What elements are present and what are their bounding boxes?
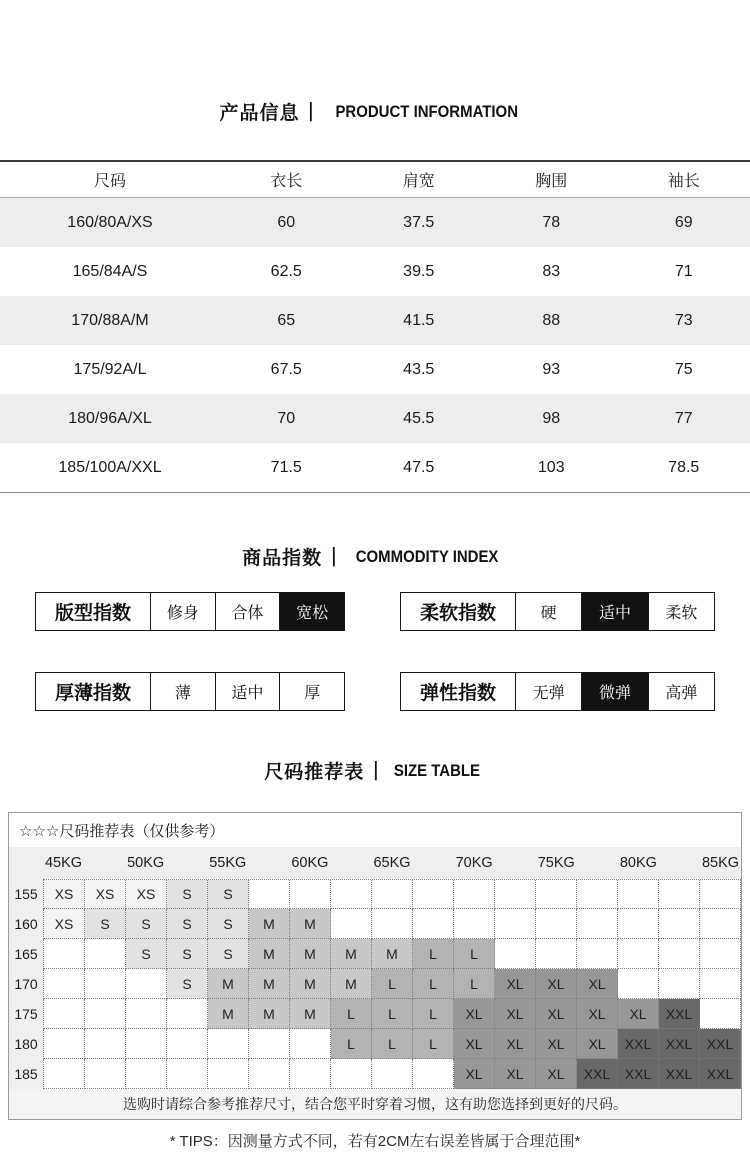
commodity-index-title-en: COMMODITY INDEX: [355, 546, 499, 566]
size-matrix: [9, 879, 741, 1089]
measurement-value-cell: 83: [542, 262, 561, 280]
index-option: 薄: [150, 673, 215, 710]
size-matrix-row: [9, 909, 741, 939]
index-option-selected: 宽松: [279, 593, 344, 630]
size-cell-empty: [290, 1059, 331, 1089]
measurement-value-cell: 60: [277, 213, 296, 231]
size-cell-l: L: [331, 999, 372, 1029]
measurement-row: [0, 394, 750, 443]
size-cell-empty: [85, 939, 126, 969]
measurement-row: [0, 198, 750, 247]
size-cell-m: M: [372, 939, 413, 969]
size-box-header-spacer: [9, 847, 43, 879]
measurement-col-header: 袖长: [667, 173, 700, 190]
weight-header-label: 85KG: [701, 855, 740, 871]
size-cell-empty: [372, 880, 413, 909]
measurement-row: [0, 443, 750, 492]
commodity-index-title: [0, 543, 750, 570]
measurement-value-cell: 78: [542, 213, 561, 231]
size-box-weight-header: [9, 847, 741, 879]
size-cell-empty: [167, 1029, 208, 1059]
size-cell-xl: XL: [536, 969, 577, 999]
size-cell-xl: XL: [454, 1029, 495, 1059]
measurement-value-cell: 41.5: [403, 311, 435, 329]
weight-header-label: 80KG: [619, 855, 657, 871]
index-option: 厚: [279, 673, 344, 710]
size-cell-empty: [167, 999, 208, 1029]
size-cell-m: M: [290, 969, 331, 999]
measurement-col-header: 衣长: [270, 173, 303, 190]
size-cell-xl: XL: [495, 1029, 536, 1059]
measurement-table: [0, 160, 750, 493]
measurement-value-cell: 73: [674, 311, 693, 329]
size-cell-xl: XL: [577, 999, 618, 1029]
product-info-title: [0, 98, 750, 125]
size-cell-empty: [44, 1059, 85, 1089]
measurement-value-cell: 78.5: [668, 458, 700, 476]
size-matrix-cells: [43, 969, 741, 999]
size-cell-xxl: XXL: [618, 1059, 659, 1089]
size-matrix-cells: [43, 1059, 741, 1089]
size-cell-xl: XL: [577, 969, 618, 999]
size-cell-m: M: [249, 939, 290, 969]
size-cell-s: S: [208, 909, 249, 939]
size-cell-m: M: [249, 909, 290, 939]
size-cell-empty: [249, 1029, 290, 1059]
size-cell-empty: [577, 909, 618, 939]
size-cell-l: L: [413, 969, 454, 999]
measurement-col-header: 尺码: [93, 173, 126, 190]
title-separator: |: [331, 545, 336, 567]
size-cell-empty: [85, 1059, 126, 1089]
commodity-index-title-cn: 商品指数: [242, 548, 323, 569]
size-cell-empty: [495, 939, 536, 969]
size-matrix-row: [9, 969, 741, 999]
size-cell-empty: [126, 1029, 167, 1059]
weight-header-gap: [413, 847, 454, 879]
size-cell-empty: [700, 880, 741, 909]
size-cell-empty: [167, 1059, 208, 1089]
index-option: 适中: [215, 673, 280, 710]
size-matrix-row: [9, 879, 741, 909]
size-cell-empty: [44, 939, 85, 969]
size-cell-xl: XL: [536, 1029, 577, 1059]
index-option: 柔软: [648, 593, 714, 630]
size-cell-l: L: [372, 1029, 413, 1059]
size-cell-empty: [536, 939, 577, 969]
size-cell-l: L: [372, 969, 413, 999]
size-cell-xxl: XXL: [659, 1029, 700, 1059]
size-cell-l: L: [454, 969, 495, 999]
weight-header-label: 70KG: [455, 855, 493, 871]
size-cell-m: M: [249, 999, 290, 1029]
index-option: 无弹: [515, 673, 581, 710]
index-box-label: 版型指数: [54, 603, 131, 624]
weight-header-label: 45KG: [44, 855, 83, 871]
size-cell-empty: [331, 880, 372, 909]
measurement-row: [0, 345, 750, 394]
measurement-value-cell: 98: [542, 409, 561, 427]
weight-header-label: 60KG: [291, 855, 329, 871]
size-cell-s: S: [167, 909, 208, 939]
size-cell-empty: [659, 880, 700, 909]
size-cell-empty: [618, 880, 659, 909]
measurement-value-cell: 93: [542, 360, 561, 378]
measurement-value-cell: 69: [674, 213, 693, 231]
size-table-title-en: SIZE TABLE: [393, 760, 480, 780]
size-cell-empty: [495, 909, 536, 939]
size-cell-empty: [700, 939, 741, 969]
measurement-col-header: 胸围: [535, 173, 568, 190]
size-cell-empty: [44, 1029, 85, 1059]
weight-header-gap: [659, 847, 700, 879]
size-cell-m: M: [290, 909, 331, 939]
size-recommendation-box: [8, 812, 742, 1120]
weight-header-label: 75KG: [537, 855, 575, 871]
size-cell-xl: XL: [454, 1059, 495, 1089]
size-cell-xl: XL: [495, 999, 536, 1029]
weight-header-gap: [84, 847, 125, 879]
index-option: 合体: [215, 593, 280, 630]
size-cell-xs: XS: [44, 909, 85, 939]
size-cell-empty: [85, 1029, 126, 1059]
size-cell-empty: [618, 909, 659, 939]
measurement-value-cell: 45.5: [403, 409, 435, 427]
size-matrix-row: [9, 999, 741, 1029]
size-matrix-row: [9, 1029, 741, 1059]
measurement-value-cell: 71.5: [270, 458, 302, 476]
size-cell-empty: [700, 999, 741, 1029]
index-box-label: 弹性指数: [419, 683, 496, 704]
height-row-label: 160: [9, 909, 43, 939]
size-cell-empty: [126, 1059, 167, 1089]
size-cell-empty: [413, 909, 454, 939]
size-cell-xs: XS: [126, 880, 167, 909]
size-cell-empty: [577, 880, 618, 909]
size-cell-m: M: [249, 969, 290, 999]
weight-header-gap: [495, 847, 536, 879]
height-row-label: 170: [9, 969, 43, 999]
weight-header-gap: [166, 847, 207, 879]
size-matrix-cells: [43, 999, 741, 1029]
measurement-table-header: [0, 162, 750, 198]
size-cell-l: L: [454, 939, 495, 969]
size-cell-empty: [208, 1059, 249, 1089]
size-cell-empty: [44, 969, 85, 999]
measurement-value-cell: 47.5: [403, 458, 435, 476]
measurement-value-cell: 71: [674, 262, 693, 280]
size-cell-s: S: [167, 969, 208, 999]
measurement-row: [0, 296, 750, 345]
size-matrix-cells: [43, 879, 741, 909]
weight-header-label: 55KG: [209, 855, 247, 871]
size-cell-empty: [618, 969, 659, 999]
size-matrix-cells: [43, 1029, 741, 1059]
size-cell-xs: XS: [44, 880, 85, 909]
size-code-cell: 170/88A/M: [71, 311, 149, 329]
size-cell-empty: [331, 1059, 372, 1089]
size-cell-xl: XL: [577, 1029, 618, 1059]
weight-header-gap: [577, 847, 618, 879]
size-cell-xxl: XXL: [659, 1059, 700, 1089]
index-option: 硬: [515, 593, 581, 630]
size-cell-l: L: [372, 999, 413, 1029]
measurement-value-cell: 43.5: [403, 360, 435, 378]
size-cell-xl: XL: [536, 999, 577, 1029]
height-row-label: 175: [9, 999, 43, 1029]
size-matrix-row: [9, 1059, 741, 1089]
size-cell-empty: [413, 880, 454, 909]
size-box-caption: ☆☆☆尺码推荐表（仅供参考）: [9, 813, 741, 847]
size-matrix-row: [9, 939, 741, 969]
size-code-cell: 175/92A/L: [73, 360, 147, 378]
title-separator: |: [309, 100, 314, 122]
index-option: 高弹: [648, 673, 714, 710]
weight-header-cells: [43, 847, 741, 879]
size-cell-s: S: [85, 909, 126, 939]
size-cell-empty: [208, 1029, 249, 1059]
size-cell-empty: [372, 909, 413, 939]
size-cell-xxl: XXL: [618, 1029, 659, 1059]
measurement-value-cell: 67.5: [270, 360, 302, 378]
height-row-label: 185: [9, 1059, 43, 1089]
weight-header-gap: [248, 847, 289, 879]
size-cell-l: L: [413, 999, 454, 1029]
measurement-value-cell: 62.5: [270, 262, 302, 280]
size-cell-s: S: [167, 939, 208, 969]
index-box: [35, 672, 345, 711]
tips-footer: * TIPS：因测量方式不同，若有2CM左右误差皆属于合理范围*: [169, 1133, 581, 1150]
size-cell-l: L: [413, 1029, 454, 1059]
size-cell-xl: XL: [618, 999, 659, 1029]
size-cell-empty: [44, 999, 85, 1029]
measurement-value-cell: 77: [674, 409, 693, 427]
size-cell-empty: [372, 1059, 413, 1089]
size-cell-xxl: XXL: [700, 1029, 741, 1059]
size-cell-s: S: [167, 880, 208, 909]
size-cell-empty: [85, 999, 126, 1029]
size-cell-empty: [290, 1029, 331, 1059]
measurement-row: [0, 247, 750, 296]
title-separator: |: [374, 759, 379, 781]
size-cell-s: S: [126, 909, 167, 939]
size-cell-empty: [659, 969, 700, 999]
height-row-label: 155: [9, 879, 43, 909]
size-cell-m: M: [208, 969, 249, 999]
product-info-title-en: PRODUCT INFORMATION: [335, 101, 519, 121]
size-cell-empty: [413, 1059, 454, 1089]
measurement-value-cell: 70: [277, 409, 296, 427]
size-cell-xl: XL: [495, 1059, 536, 1089]
index-box-label: 柔软指数: [419, 603, 496, 624]
size-cell-l: L: [413, 939, 454, 969]
index-box: [400, 592, 715, 631]
weight-header-label: 50KG: [127, 855, 165, 871]
size-cell-xl: XL: [536, 1059, 577, 1089]
size-cell-s: S: [126, 939, 167, 969]
index-option-selected: 微弹: [581, 673, 647, 710]
size-cell-empty: [126, 969, 167, 999]
index-box: [35, 592, 345, 631]
size-code-cell: 165/84A/S: [72, 262, 148, 280]
index-box: [400, 672, 715, 711]
index-option-selected: 适中: [581, 593, 647, 630]
size-cell-empty: [495, 880, 536, 909]
size-cell-xl: XL: [495, 969, 536, 999]
size-cell-empty: [618, 939, 659, 969]
measurement-value-cell: 75: [674, 360, 693, 378]
size-cell-m: M: [331, 939, 372, 969]
size-cell-empty: [536, 909, 577, 939]
size-cell-l: L: [331, 1029, 372, 1059]
size-matrix-cells: [43, 909, 741, 939]
size-cell-empty: [249, 880, 290, 909]
size-cell-s: S: [208, 880, 249, 909]
measurement-table-body: [0, 198, 750, 492]
size-cell-empty: [454, 909, 495, 939]
size-box-note: 选购时请综合参考推荐尺寸，结合您平时穿着习惯，这有助您选择到更好的尺码。: [9, 1089, 741, 1119]
size-cell-xxl: XXL: [577, 1059, 618, 1089]
size-cell-m: M: [290, 999, 331, 1029]
height-row-label: 165: [9, 939, 43, 969]
size-cell-m: M: [331, 969, 372, 999]
size-matrix-cells: [43, 939, 741, 969]
weight-header-gap: [330, 847, 371, 879]
measurement-col-header: 肩宽: [402, 173, 435, 190]
measurement-value-cell: 88: [542, 311, 561, 329]
size-cell-empty: [659, 909, 700, 939]
height-row-label: 180: [9, 1029, 43, 1059]
size-cell-empty: [536, 880, 577, 909]
measurement-value-cell: 103: [537, 458, 565, 476]
size-cell-empty: [85, 969, 126, 999]
size-table-title: [0, 757, 750, 784]
size-cell-xs: XS: [85, 880, 126, 909]
size-table-title-cn: 尺码推荐表: [264, 762, 365, 783]
size-cell-m: M: [290, 939, 331, 969]
size-cell-empty: [290, 880, 331, 909]
size-code-cell: 160/80A/XS: [67, 213, 153, 231]
size-cell-empty: [577, 939, 618, 969]
index-box-label: 厚薄指数: [54, 683, 131, 704]
size-cell-m: M: [208, 999, 249, 1029]
size-cell-empty: [249, 1059, 290, 1089]
size-cell-empty: [700, 909, 741, 939]
index-option: 修身: [150, 593, 215, 630]
size-cell-empty: [700, 969, 741, 999]
size-cell-empty: [331, 909, 372, 939]
measurement-value-cell: 39.5: [403, 262, 435, 280]
weight-header-label: 65KG: [373, 855, 411, 871]
measurement-value-cell: 65: [277, 311, 296, 329]
size-cell-xxl: XXL: [700, 1059, 741, 1089]
size-cell-xl: XL: [454, 999, 495, 1029]
product-info-title-cn: 产品信息: [219, 103, 300, 124]
size-cell-empty: [454, 880, 495, 909]
size-cell-xxl: XXL: [659, 999, 700, 1029]
measurement-value-cell: 37.5: [403, 213, 435, 231]
size-cell-s: S: [208, 939, 249, 969]
size-cell-empty: [659, 939, 700, 969]
size-code-cell: 180/96A/XL: [68, 409, 152, 427]
size-code-cell: 185/100A/XXL: [58, 458, 162, 476]
size-cell-empty: [126, 999, 167, 1029]
